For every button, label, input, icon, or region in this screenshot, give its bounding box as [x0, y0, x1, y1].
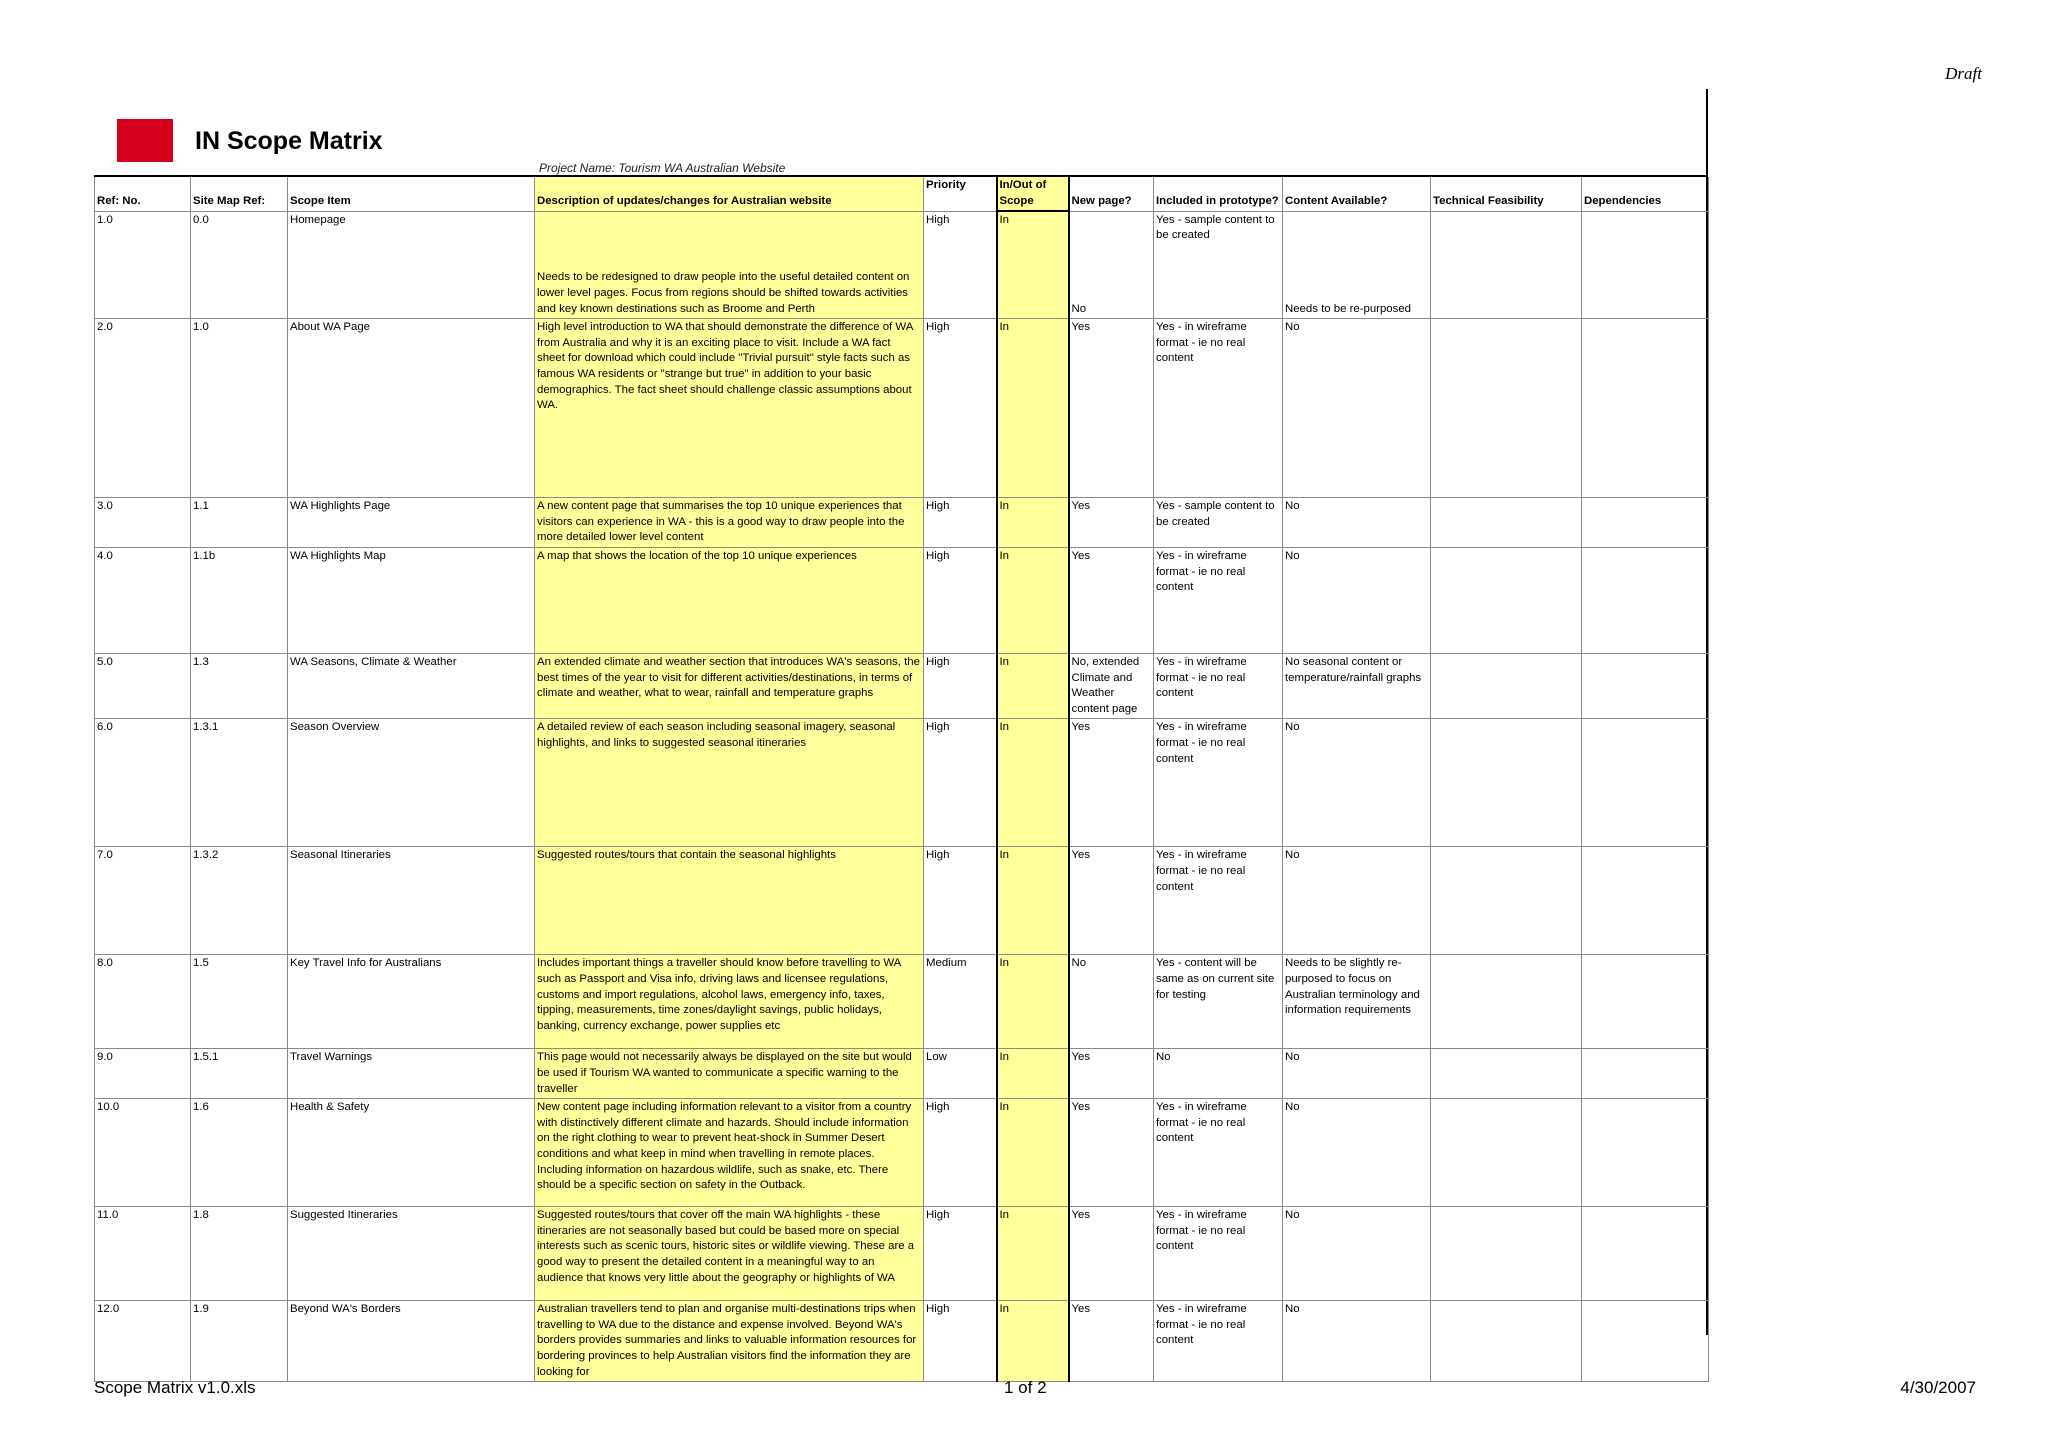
ref-cell: 9.0 [95, 1049, 191, 1099]
technical-feasibility-cell [1431, 1049, 1582, 1099]
description-cell: A detailed review of each season including seasonal imagery, seasonal highlights, and links to suggested seasonal itineraries [535, 719, 924, 847]
scope-item-cell: Travel Warnings [288, 1049, 535, 1099]
prototype-cell: Yes - in wireframe format - ie no real content [1154, 719, 1283, 847]
new-page-cell: Yes [1069, 1099, 1154, 1207]
technical-feasibility-cell [1431, 319, 1582, 498]
in-out-scope-cell: In [997, 319, 1069, 498]
header-prototype: Included in prototype? [1154, 177, 1283, 211]
ref-cell: 2.0 [95, 319, 191, 498]
content-available-cell: No [1283, 1049, 1431, 1099]
project-name: Project Name: Tourism WA Australian Website [539, 161, 786, 175]
ref-cell: 5.0 [95, 653, 191, 718]
header-technical-feasibility: Technical Feasibility [1431, 177, 1582, 211]
scope-item-cell: WA Highlights Page [288, 498, 535, 548]
scope-item-cell: Suggested Itineraries [288, 1207, 535, 1301]
table-row [95, 719, 1709, 847]
prototype-cell: Yes - in wireframe format - ie no real content [1154, 1207, 1283, 1301]
ref-cell: 1.0 [95, 211, 191, 319]
prototype-cell: No [1154, 1049, 1283, 1099]
technical-feasibility-cell [1431, 498, 1582, 548]
header-in-out-scope: In/Out of Scope [997, 177, 1069, 211]
description-cell: This page would not necessarily always be displayed on the site but would be used if Tourism WA wanted to communicate a specific warning to the traveller [535, 1049, 924, 1099]
ref-cell: 8.0 [95, 955, 191, 1049]
table-row [95, 319, 1709, 498]
new-page-cell: Yes [1069, 1301, 1154, 1382]
priority-cell: High [924, 319, 997, 498]
footer-filename: Scope Matrix v1.0.xls [94, 1378, 256, 1397]
in-out-scope-cell: In [997, 1049, 1069, 1099]
prototype-cell: Yes - sample content to be created [1154, 211, 1283, 319]
prototype-cell: Yes - sample content to be created [1154, 498, 1283, 548]
prototype-cell: Yes - in wireframe format - ie no real content [1154, 847, 1283, 955]
table-row [95, 1301, 1709, 1382]
prototype-cell: Yes - in wireframe format - ie no real content [1154, 1099, 1283, 1207]
ref-cell: 7.0 [95, 847, 191, 955]
new-page-cell: Yes [1069, 1049, 1154, 1099]
new-page-cell: Yes [1069, 547, 1154, 653]
scope-item-cell: Seasonal Itineraries [288, 847, 535, 955]
table-row [95, 1207, 1709, 1301]
sitemap-cell: 1.6 [191, 1099, 288, 1207]
table-row [95, 955, 1709, 1049]
in-out-scope-cell: In [997, 1099, 1069, 1207]
in-out-scope-cell: In [997, 719, 1069, 847]
in-out-scope-cell: In [997, 847, 1069, 955]
logo-red-block [117, 119, 173, 162]
sitemap-cell: 1.1 [191, 498, 288, 548]
sitemap-cell: 1.1b [191, 547, 288, 653]
table-row [95, 1099, 1709, 1207]
description-cell: Suggested routes/tours that cover off the main WA highlights - these itineraries are not seasonally based but could be based more on special interests such as scenic tours, historic sites or wildlife viewing. These are a good way to present the detailed content in a meaningful way to an audience that knows very little about the geography or highlights of WA [535, 1207, 924, 1301]
new-page-cell: Yes [1069, 498, 1154, 548]
technical-feasibility-cell [1431, 1207, 1582, 1301]
header-priority: Priority [924, 177, 997, 211]
technical-feasibility-cell [1431, 211, 1582, 319]
table-row [95, 847, 1709, 955]
header-description: Description of updates/changes for Australian website [535, 177, 924, 211]
priority-cell: High [924, 498, 997, 548]
scope-item-cell: About WA Page [288, 319, 535, 498]
draft-label: Draft [1945, 64, 1982, 83]
footer-page-number: 1 of 2 [1004, 1378, 1047, 1397]
ref-cell: 11.0 [95, 1207, 191, 1301]
dependencies-cell [1582, 1049, 1709, 1099]
priority-cell: High [924, 1301, 997, 1382]
table-row [95, 1049, 1709, 1099]
prototype-cell: Yes - in wireframe format - ie no real content [1154, 547, 1283, 653]
sitemap-cell: 1.3.1 [191, 719, 288, 847]
technical-feasibility-cell [1431, 1099, 1582, 1207]
header-sitemap: Site Map Ref: [191, 177, 288, 211]
description-cell: An extended climate and weather section that introduces WA's seasons, the best times of the year to visit for different activities/destinations, in terms of climate and weather, what to wear, rainfall and temperature graphs [535, 653, 924, 718]
dependencies-cell [1582, 319, 1709, 498]
content-available-cell: Needs to be slightly re-purposed to focus on Australian terminology and information requirements [1283, 955, 1431, 1049]
priority-cell: High [924, 547, 997, 653]
dependencies-cell [1582, 719, 1709, 847]
sitemap-cell: 1.3.2 [191, 847, 288, 955]
scope-item-cell: Season Overview [288, 719, 535, 847]
header-dependencies: Dependencies [1582, 177, 1709, 211]
content-available-cell: No [1283, 319, 1431, 498]
technical-feasibility-cell [1431, 719, 1582, 847]
priority-cell: Medium [924, 955, 997, 1049]
dependencies-cell [1582, 1207, 1709, 1301]
sitemap-cell: 1.5 [191, 955, 288, 1049]
description-cell: Suggested routes/tours that contain the seasonal highlights [535, 847, 924, 955]
ref-cell: 3.0 [95, 498, 191, 548]
scope-item-cell: WA Highlights Map [288, 547, 535, 653]
prototype-cell: Yes - in wireframe format - ie no real content [1154, 1301, 1283, 1382]
header-scope-item: Scope Item [288, 177, 535, 211]
description-cell: Needs to be redesigned to draw people into the useful detailed content on lower level pages. Focus from regions should be shifted towards activities and key known destinations such as Broome and Perth [535, 211, 924, 319]
priority-cell: High [924, 1207, 997, 1301]
new-page-cell: Yes [1069, 319, 1154, 498]
description-cell: High level introduction to WA that should demonstrate the difference of WA from Australia and why it is an exciting place to visit. Include a WA fact sheet for download which could include "Trivial pursuit" style facts such as famous WA residents or "strange but true" in addition to your basic demographics. The fact sheet should challenge classic assumptions about WA. [535, 319, 924, 498]
content-available-cell: No [1283, 498, 1431, 548]
content-available-cell: Needs to be re-purposed [1283, 211, 1431, 319]
sitemap-cell: 1.0 [191, 319, 288, 498]
table-row [95, 653, 1709, 718]
dependencies-cell [1582, 653, 1709, 718]
dependencies-cell [1582, 955, 1709, 1049]
priority-cell: High [924, 1099, 997, 1207]
new-page-cell: No [1069, 211, 1154, 319]
description-cell: New content page including information relevant to a visitor from a country with distinctively different climate and hazards. Should include information on the right clothing to wear to prevent heat-shock in Summer Desert conditions and what keep in mind when travelling in remote places. Including information on hazardous wildlife, such as snake, etc. There should be a specific section on safety in the Outback. [535, 1099, 924, 1207]
content-available-cell: No [1283, 547, 1431, 653]
new-page-cell: No, extended Climate and Weather content page [1069, 653, 1154, 718]
scope-item-cell: Beyond WA's Borders [288, 1301, 535, 1382]
content-available-cell: No seasonal content or temperature/rainfall graphs [1283, 653, 1431, 718]
in-out-scope-cell: In [997, 498, 1069, 548]
prototype-cell: Yes - content will be same as on current site for testing [1154, 955, 1283, 1049]
dependencies-cell [1582, 211, 1709, 319]
content-available-cell: No [1283, 719, 1431, 847]
technical-feasibility-cell [1431, 847, 1582, 955]
dependencies-cell [1582, 1099, 1709, 1207]
prototype-cell: Yes - in wireframe format - ie no real content [1154, 319, 1283, 498]
dependencies-cell [1582, 547, 1709, 653]
in-out-scope-cell: In [997, 1207, 1069, 1301]
table-row [95, 498, 1709, 548]
in-out-scope-cell: In [997, 1301, 1069, 1382]
sitemap-cell: 1.9 [191, 1301, 288, 1382]
priority-cell: High [924, 211, 997, 319]
description-cell: Includes important things a traveller should know before travelling to WA such as Passport and Visa info, driving laws and licensee regulations, customs and import regulations, alcohol laws, emergency info, taxes, tipping, measurements, time zones/daylight savings, public holidays, banking, currency exchange, power supplies etc [535, 955, 924, 1049]
in-out-scope-cell: In [997, 547, 1069, 653]
in-out-scope-cell: In [997, 211, 1069, 319]
priority-cell: Low [924, 1049, 997, 1099]
priority-cell: High [924, 653, 997, 718]
scope-item-cell: WA Seasons, Climate & Weather [288, 653, 535, 718]
ref-cell: 4.0 [95, 547, 191, 653]
sitemap-cell: 1.8 [191, 1207, 288, 1301]
technical-feasibility-cell [1431, 955, 1582, 1049]
scope-matrix-table [94, 177, 1709, 1382]
page-title: IN Scope Matrix [195, 127, 383, 155]
description-cell: A new content page that summarises the top 10 unique experiences that visitors can experience in WA - this is a good way to draw people into the more detailed lower level content [535, 498, 924, 548]
ref-cell: 6.0 [95, 719, 191, 847]
new-page-cell: No [1069, 955, 1154, 1049]
content-available-cell: No [1283, 1301, 1431, 1382]
sitemap-cell: 1.3 [191, 653, 288, 718]
priority-cell: High [924, 719, 997, 847]
in-out-scope-cell: In [997, 653, 1069, 718]
description-cell: A map that shows the location of the top 10 unique experiences [535, 547, 924, 653]
in-out-scope-cell: In [997, 955, 1069, 1049]
new-page-cell: Yes [1069, 1207, 1154, 1301]
dependencies-cell [1582, 847, 1709, 955]
table-row [95, 211, 1709, 319]
technical-feasibility-cell [1431, 1301, 1582, 1382]
priority-cell: High [924, 847, 997, 955]
content-available-cell: No [1283, 847, 1431, 955]
table-row [95, 547, 1709, 653]
header-new-page: New page? [1069, 177, 1154, 211]
scope-item-cell: Homepage [288, 211, 535, 319]
description-cell: Australian travellers tend to plan and organise multi-destinations trips when travelling to WA due to the distance and expense involved. Beyond WA's borders provides summaries and links to valuable information resources for bordering provinces to help Australian visitors find the information they are looking for [535, 1301, 924, 1382]
technical-feasibility-cell [1431, 653, 1582, 718]
dependencies-cell [1582, 498, 1709, 548]
scope-item-cell: Key Travel Info for Australians [288, 955, 535, 1049]
new-page-cell: Yes [1069, 847, 1154, 955]
ref-cell: 12.0 [95, 1301, 191, 1382]
ref-cell: 10.0 [95, 1099, 191, 1207]
sitemap-cell: 0.0 [191, 211, 288, 319]
new-page-cell: Yes [1069, 719, 1154, 847]
header-content-available: Content Available? [1283, 177, 1431, 211]
content-available-cell: No [1283, 1099, 1431, 1207]
dependencies-cell [1582, 1301, 1709, 1382]
scope-item-cell: Health & Safety [288, 1099, 535, 1207]
header-ref: Ref: No. [95, 177, 191, 211]
footer-date: 4/30/2007 [1900, 1378, 1976, 1397]
prototype-cell: Yes - in wireframe format - ie no real content [1154, 653, 1283, 718]
technical-feasibility-cell [1431, 547, 1582, 653]
sitemap-cell: 1.5.1 [191, 1049, 288, 1099]
content-available-cell: No [1283, 1207, 1431, 1301]
table-header-row [95, 177, 1709, 211]
